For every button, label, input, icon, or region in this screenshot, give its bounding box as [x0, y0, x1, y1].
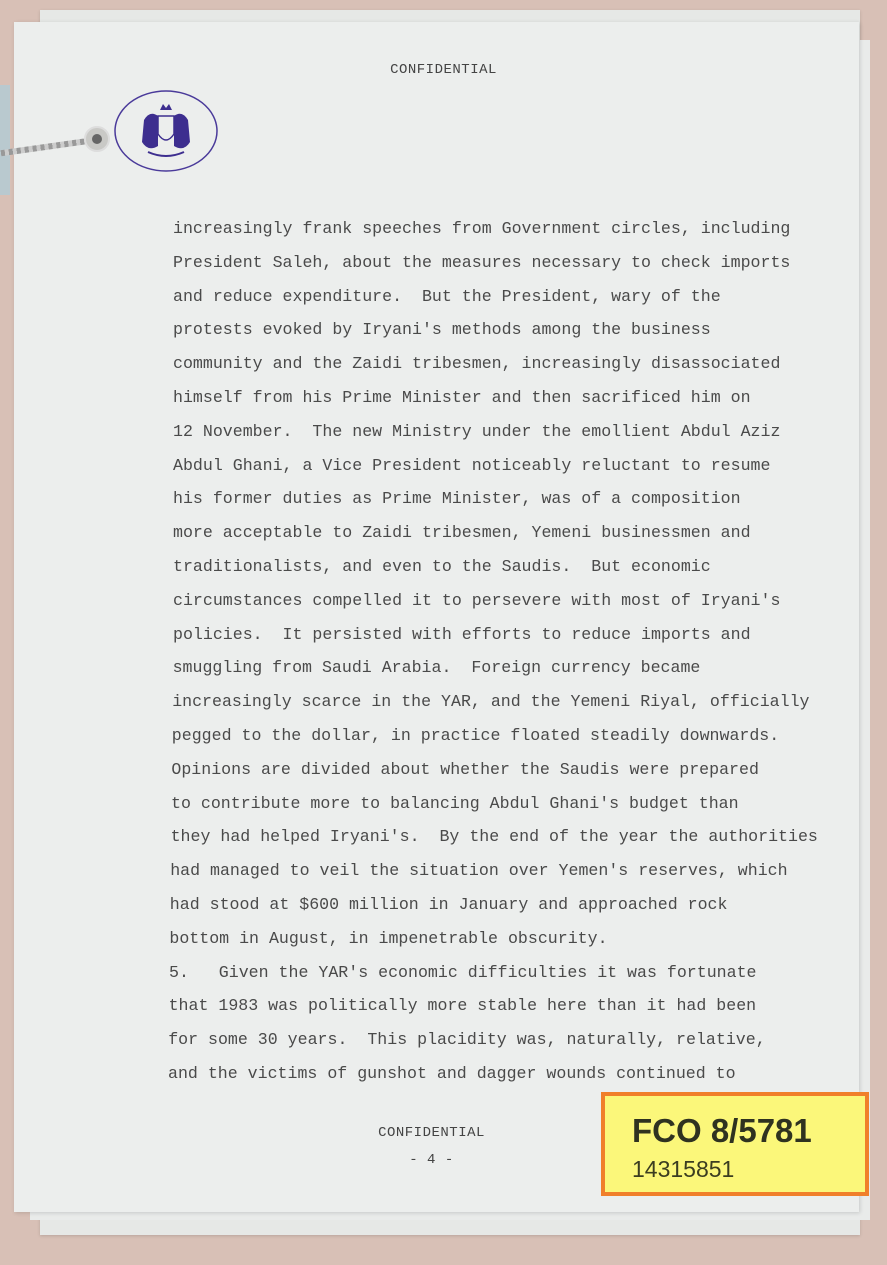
- archive-number: 14315851: [632, 1156, 735, 1182]
- text-line: that 1983 was politically more stable here than it had been: [168, 996, 757, 1016]
- text-line: policies. It persisted with efforts to reduce imports and: [173, 624, 751, 644]
- text-line: they had helped Iryani's. By the end of the year the authorities: [170, 827, 818, 847]
- text-line: for some 30 years. This placidity was, naturally, relative,: [168, 1030, 766, 1050]
- text-line: his former duties as Prime Minister, was of a composition: [173, 489, 741, 509]
- text-line: smuggling from Saudi Arabia. Foreign currency became: [172, 658, 701, 678]
- punch-hole: [84, 126, 110, 152]
- text-line: bottom in August, in impenetrable obscurity.: [169, 928, 608, 948]
- footer-classification: CONFIDENTIAL: [378, 1125, 485, 1141]
- page-number: - 4 -: [409, 1152, 454, 1168]
- text-line: pegged to the dollar, in practice floated steadily downwards.: [171, 725, 780, 745]
- text-line: himself from his Prime Minister and then sacrificed him on: [173, 387, 751, 407]
- text-line: had stood at $600 million in January and approached rock: [169, 894, 728, 914]
- text-line: more acceptable to Zaidi tribesmen, Yemeni businessmen and: [173, 523, 751, 543]
- body-text: [168, 212, 818, 1091]
- text-line: 5. Given the YAR's economic difficulties it was fortunate: [169, 962, 757, 982]
- text-line: increasingly scarce in the YAR, and the Yemeni Riyal, officially: [172, 692, 810, 712]
- text-line: to contribute more to balancing Abdul Ghani's budget than: [171, 793, 739, 813]
- file-tab: [0, 85, 10, 195]
- text-line: President Saleh, about the measures necessary to check imports: [173, 252, 791, 272]
- archive-reference: FCO 8/5781: [632, 1112, 812, 1149]
- royal-crest-icon: [114, 90, 218, 172]
- text-line: had managed to veil the situation over Yemen's reserves, which: [170, 861, 788, 881]
- text-line: protests evoked by Iryani's methods among the business: [173, 320, 711, 340]
- text-line: increasingly frank speeches from Government circles, including: [173, 219, 791, 238]
- text-line: and the victims of gunshot and dagger wounds continued to: [168, 1063, 736, 1083]
- header-classification: CONFIDENTIAL: [390, 62, 497, 78]
- text-line: circumstances compelled it to persevere with most of Iryani's: [173, 590, 781, 610]
- text-line: and reduce expenditure. But the President, wary of the: [173, 286, 721, 306]
- archive-reference-label: [601, 1092, 869, 1196]
- text-line: Abdul Ghani, a Vice President noticeably reluctant to resume: [173, 455, 771, 475]
- text-line: traditionalists, and even to the Saudis. But economic: [173, 556, 711, 576]
- text-line: Opinions are divided about whether the Saudis were prepared: [171, 759, 759, 779]
- text-line: 12 November. The new Ministry under the emollient Abdul Aziz: [173, 421, 781, 441]
- text-line: community and the Zaidi tribesmen, increasingly disassociated: [173, 354, 781, 374]
